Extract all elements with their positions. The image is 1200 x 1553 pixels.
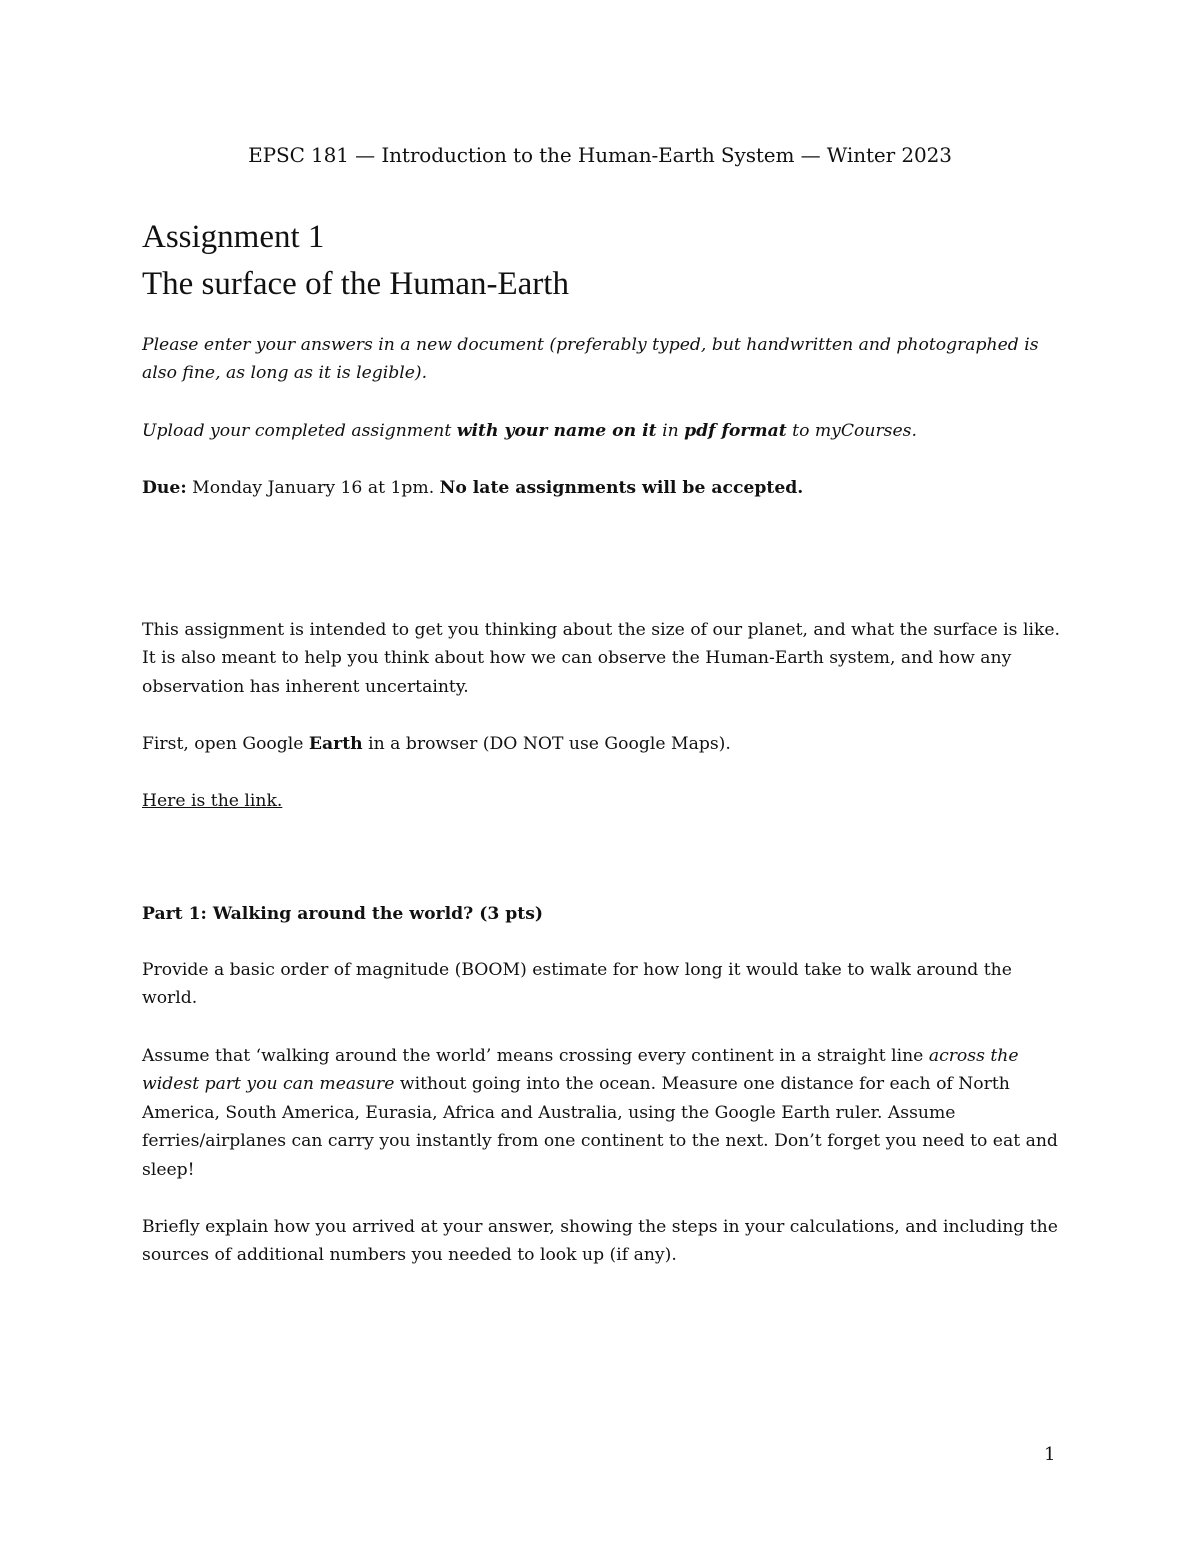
upload-text-mid: in xyxy=(656,421,685,441)
due-label: Due: xyxy=(142,478,187,498)
part1-explain-paragraph: Briefly explain how you arrived at your answer, showing the steps in your calculations, and including the sources of additional numbers you needed to look up (if any). xyxy=(142,1217,1058,1266)
title-line-1: Assignment 1 xyxy=(142,219,325,255)
format-requirement: pdf format xyxy=(684,421,787,441)
due-date-text: Monday January 16 at 1pm. xyxy=(186,478,440,498)
assignment-title xyxy=(142,214,569,308)
part1-boom-paragraph: Provide a basic order of magnitude (BOOM) estimate for how long it would take to walk around the world. xyxy=(142,960,1012,1009)
due-date-paragraph xyxy=(142,474,1062,502)
part1-assume-paragraph xyxy=(142,1042,1062,1184)
title-line-2: The surface of the Human-Earth xyxy=(142,266,569,302)
intro-paragraph: This assignment is intended to get you thinking about the size of our planet, and what the surface is like. It is also meant to help you think about how we can observe the Human-Earth system, and how any observation has inherent uncertainty. xyxy=(142,620,1060,697)
upload-text-pre: Upload your completed assignment xyxy=(142,421,457,441)
earth-keyword: Earth xyxy=(308,734,363,754)
first-step-post: in a browser (DO NOT use Google Maps). xyxy=(362,734,731,754)
upload-text-post: to myCourses. xyxy=(786,421,917,441)
first-step-paragraph xyxy=(142,730,1062,758)
first-step-pre: First, open Google xyxy=(142,734,309,754)
instructions-paragraph-2 xyxy=(142,417,1062,445)
assume-post: without going into the ocean. Measure one distance for each of North America, South America, Eurasia, Africa and Australia, using the Google Earth ruler. Assume ferries/airplanes can carry you instantly from one continent to the next. Don’t forget you need to eat and sleep! xyxy=(142,1074,1058,1180)
late-policy: No late assignments will be accepted. xyxy=(439,478,804,498)
assume-italic: across the widest part you can measure xyxy=(142,1046,1019,1095)
google-earth-link[interactable]: Here is the link. xyxy=(142,791,283,811)
instructions-paragraph-1: Please enter your answers in a new document (preferably typed, but handwritten and photographed is also fine, as long as it is legible). xyxy=(142,335,1039,384)
part1-heading: Part 1: Walking around the world? (3 pts) xyxy=(142,904,544,924)
name-requirement: with your name on it xyxy=(456,421,657,441)
link-paragraph xyxy=(142,787,1062,815)
course-header: EPSC 181 — Introduction to the Human-Earth System — Winter 2023 xyxy=(248,143,952,167)
page-number: 1 xyxy=(1044,1444,1056,1465)
assume-pre: Assume that ‘walking around the world’ means crossing every continent in a straight line xyxy=(142,1046,929,1066)
